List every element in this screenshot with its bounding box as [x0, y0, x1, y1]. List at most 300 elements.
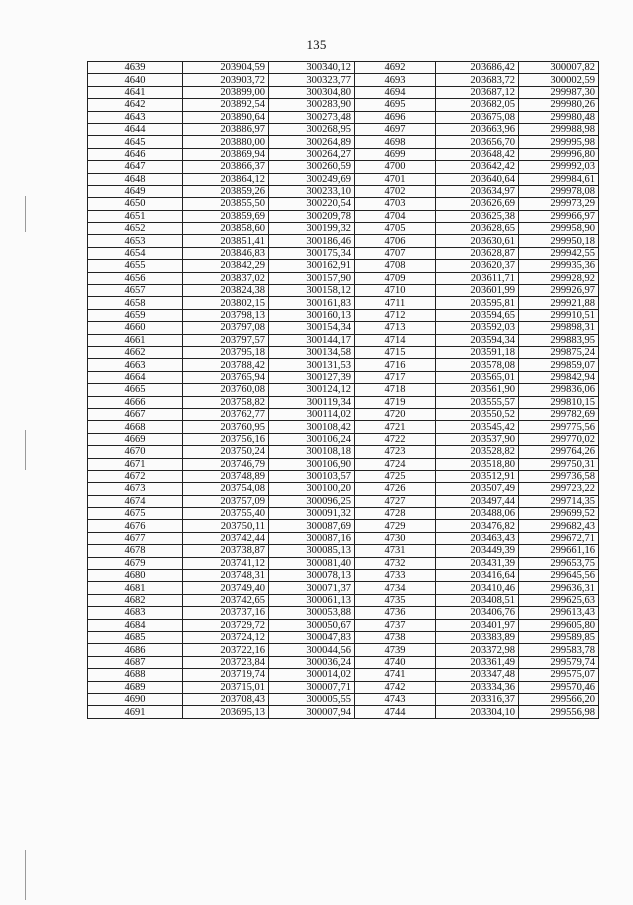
table-cell: 4685 [88, 631, 183, 643]
table-cell: 4655 [88, 260, 183, 272]
table-cell: 203620,37 [436, 260, 519, 272]
table-cell: 4726 [355, 483, 436, 495]
table-cell: 4678 [88, 545, 183, 557]
table-cell: 203859,26 [183, 185, 269, 197]
table-cell: 4679 [88, 557, 183, 569]
table-cell: 4701 [355, 173, 436, 185]
table-cell: 299992,03 [519, 161, 599, 173]
table-cell: 203842,29 [183, 260, 269, 272]
table-cell: 203591,18 [436, 346, 519, 358]
table-row [88, 508, 599, 520]
table-cell: 300162,91 [269, 260, 355, 272]
table-cell: 4723 [355, 446, 436, 458]
table-cell: 4642 [88, 99, 183, 111]
table-cell: 4743 [355, 693, 436, 705]
table-cell: 4744 [355, 706, 436, 718]
table-cell: 4653 [88, 235, 183, 247]
table-cell: 299942,55 [519, 247, 599, 259]
table-cell: 203416,64 [436, 570, 519, 582]
table-cell: 300087,16 [269, 532, 355, 544]
table-cell: 203760,08 [183, 384, 269, 396]
table-cell: 4738 [355, 631, 436, 643]
table-cell: 299699,52 [519, 508, 599, 520]
table-cell: 4677 [88, 532, 183, 544]
table-cell: 203625,38 [436, 210, 519, 222]
table-cell: 300209,78 [269, 210, 355, 222]
table-cell: 299723,22 [519, 483, 599, 495]
table-cell: 300002,59 [519, 74, 599, 86]
table-cell: 4729 [355, 520, 436, 532]
table-cell: 4656 [88, 272, 183, 284]
table-cell: 4721 [355, 421, 436, 433]
table-cell: 300264,27 [269, 148, 355, 160]
table-cell: 299859,07 [519, 359, 599, 371]
table-cell: 4676 [88, 520, 183, 532]
margin-scan-line [25, 850, 26, 900]
table-cell: 203858,60 [183, 223, 269, 235]
table-cell: 4725 [355, 470, 436, 482]
table-row [88, 656, 599, 668]
table-cell: 300103,57 [269, 470, 355, 482]
table-cell: 4651 [88, 210, 183, 222]
table-cell: 203431,39 [436, 557, 519, 569]
table-cell: 300007,71 [269, 681, 355, 693]
table-cell: 203722,16 [183, 644, 269, 656]
table-cell: 203406,76 [436, 607, 519, 619]
table-cell: 203748,31 [183, 570, 269, 582]
table-row [88, 62, 599, 74]
table-cell: 4663 [88, 359, 183, 371]
table-cell: 300119,34 [269, 396, 355, 408]
table-row [88, 458, 599, 470]
table-cell: 203754,08 [183, 483, 269, 495]
table-cell: 4703 [355, 198, 436, 210]
table-cell: 300161,83 [269, 297, 355, 309]
table-row [88, 644, 599, 656]
table-cell: 299966,97 [519, 210, 599, 222]
table-cell: 203507,49 [436, 483, 519, 495]
table-cell: 300085,13 [269, 545, 355, 557]
coordinates-table [87, 61, 599, 719]
table-row [88, 247, 599, 259]
table-cell: 300050,67 [269, 619, 355, 631]
table-cell: 299636,31 [519, 582, 599, 594]
table-cell: 203675,08 [436, 111, 519, 123]
table-cell: 4739 [355, 644, 436, 656]
table-cell: 203899,00 [183, 86, 269, 98]
table-cell: 203903,72 [183, 74, 269, 86]
table-row [88, 359, 599, 371]
table-cell: 203750,11 [183, 520, 269, 532]
table-cell: 4684 [88, 619, 183, 631]
table-cell: 4737 [355, 619, 436, 631]
table-cell: 203555,57 [436, 396, 519, 408]
table-row [88, 446, 599, 458]
table-cell: 4639 [88, 62, 183, 74]
table-cell: 4720 [355, 408, 436, 420]
table-cell: 203904,59 [183, 62, 269, 74]
table-cell: 4644 [88, 123, 183, 135]
table-cell: 300108,42 [269, 421, 355, 433]
table-cell: 300108,18 [269, 446, 355, 458]
table-cell: 203561,90 [436, 384, 519, 396]
table-cell: 299556,98 [519, 706, 599, 718]
table-cell: 299898,31 [519, 322, 599, 334]
table-row [88, 483, 599, 495]
table-cell: 4705 [355, 223, 436, 235]
table-cell: 203550,52 [436, 408, 519, 420]
table-cell: 203892,54 [183, 99, 269, 111]
table-cell: 4674 [88, 495, 183, 507]
table-cell: 4724 [355, 458, 436, 470]
table-cell: 4697 [355, 123, 436, 135]
table-cell: 203758,82 [183, 396, 269, 408]
table-cell: 203864,12 [183, 173, 269, 185]
table-cell: 4671 [88, 458, 183, 470]
table-cell: 203601,99 [436, 285, 519, 297]
table-cell: 300091,32 [269, 508, 355, 520]
table-cell: 4741 [355, 669, 436, 681]
table-cell: 300114,02 [269, 408, 355, 420]
table-cell: 299714,35 [519, 495, 599, 507]
table-row [88, 693, 599, 705]
table-cell: 4664 [88, 371, 183, 383]
table-cell: 300160,13 [269, 309, 355, 321]
table-cell: 299988,98 [519, 123, 599, 135]
table-cell: 299613,43 [519, 607, 599, 619]
table-cell: 299750,31 [519, 458, 599, 470]
table-cell: 4652 [88, 223, 183, 235]
table-row [88, 148, 599, 160]
table-cell: 4649 [88, 185, 183, 197]
table-cell: 300131,53 [269, 359, 355, 371]
table-cell: 203737,16 [183, 607, 269, 619]
table-cell: 299978,08 [519, 185, 599, 197]
table-cell: 4731 [355, 545, 436, 557]
table-cell: 300260,59 [269, 161, 355, 173]
table-cell: 300081,40 [269, 557, 355, 569]
table-cell: 4706 [355, 235, 436, 247]
table-row [88, 433, 599, 445]
table-cell: 299996,80 [519, 148, 599, 160]
table-cell: 299782,69 [519, 408, 599, 420]
table-cell: 299995,98 [519, 136, 599, 148]
table-cell: 203866,37 [183, 161, 269, 173]
table-row [88, 185, 599, 197]
table-cell: 300268,95 [269, 123, 355, 135]
table-row [88, 532, 599, 544]
table-cell: 299566,20 [519, 693, 599, 705]
table-cell: 300158,12 [269, 285, 355, 297]
table-cell: 4668 [88, 421, 183, 433]
table-cell: 300154,34 [269, 322, 355, 334]
table-cell: 4732 [355, 557, 436, 569]
table-cell: 203476,82 [436, 520, 519, 532]
table-row [88, 297, 599, 309]
coordinates-table-body [88, 62, 599, 719]
table-cell: 300264,89 [269, 136, 355, 148]
table-cell: 203594,34 [436, 334, 519, 346]
table-cell: 4657 [88, 285, 183, 297]
table-cell: 299736,58 [519, 470, 599, 482]
table-cell: 4730 [355, 532, 436, 544]
table-cell: 300340,12 [269, 62, 355, 74]
table-row [88, 260, 599, 272]
table-cell: 300036,24 [269, 656, 355, 668]
table-cell: 203708,43 [183, 693, 269, 705]
table-cell: 4659 [88, 309, 183, 321]
table-cell: 4665 [88, 384, 183, 396]
table-cell: 203528,82 [436, 446, 519, 458]
table-cell: 299570,46 [519, 681, 599, 693]
table-cell: 203687,12 [436, 86, 519, 98]
table-cell: 300007,94 [269, 706, 355, 718]
table-cell: 300175,34 [269, 247, 355, 259]
table-cell: 203757,09 [183, 495, 269, 507]
table-cell: 299672,71 [519, 532, 599, 544]
table-cell: 203512,91 [436, 470, 519, 482]
table-cell: 203578,08 [436, 359, 519, 371]
table-row [88, 272, 599, 284]
table-row [88, 706, 599, 718]
table-cell: 4690 [88, 693, 183, 705]
table-cell: 300007,82 [519, 62, 599, 74]
table-cell: 4691 [88, 706, 183, 718]
table-cell: 4675 [88, 508, 183, 520]
table-cell: 4742 [355, 681, 436, 693]
table-cell: 299589,85 [519, 631, 599, 643]
table-cell: 299625,63 [519, 594, 599, 606]
table-cell: 299842,94 [519, 371, 599, 383]
table-cell: 203788,42 [183, 359, 269, 371]
table-cell: 299958,90 [519, 223, 599, 235]
table-cell: 203750,24 [183, 446, 269, 458]
table-row [88, 545, 599, 557]
table-cell: 300220,54 [269, 198, 355, 210]
table-cell: 299605,80 [519, 619, 599, 631]
table-cell: 4709 [355, 272, 436, 284]
table-cell: 300233,10 [269, 185, 355, 197]
table-cell: 4661 [88, 334, 183, 346]
table-cell: 4650 [88, 198, 183, 210]
table-cell: 203595,81 [436, 297, 519, 309]
margin-scan-line [25, 196, 26, 232]
table-cell: 299883,95 [519, 334, 599, 346]
table-row [88, 371, 599, 383]
table-cell: 203746,79 [183, 458, 269, 470]
table-cell: 203695,13 [183, 706, 269, 718]
table-row [88, 607, 599, 619]
table-cell: 4694 [355, 86, 436, 98]
table-cell: 300323,77 [269, 74, 355, 86]
table-cell: 300106,90 [269, 458, 355, 470]
table-cell: 4740 [355, 656, 436, 668]
table-cell: 203748,89 [183, 470, 269, 482]
table-row [88, 136, 599, 148]
table-cell: 4715 [355, 346, 436, 358]
table-cell: 300087,69 [269, 520, 355, 532]
table-cell: 203797,57 [183, 334, 269, 346]
table-cell: 203648,42 [436, 148, 519, 160]
table-cell: 203890,64 [183, 111, 269, 123]
table-cell: 203742,65 [183, 594, 269, 606]
table-cell: 300100,20 [269, 483, 355, 495]
table-cell: 4687 [88, 656, 183, 668]
table-cell: 203611,71 [436, 272, 519, 284]
table-row [88, 631, 599, 643]
table-cell: 203594,65 [436, 309, 519, 321]
table-cell: 4673 [88, 483, 183, 495]
table-row [88, 520, 599, 532]
table-cell: 299836,06 [519, 384, 599, 396]
table-cell: 203408,51 [436, 594, 519, 606]
table-row [88, 198, 599, 210]
table-cell: 203626,69 [436, 198, 519, 210]
table-row [88, 681, 599, 693]
table-cell: 300047,83 [269, 631, 355, 643]
table-cell: 4698 [355, 136, 436, 148]
table-cell: 4643 [88, 111, 183, 123]
table-cell: 203755,40 [183, 508, 269, 520]
table-cell: 4719 [355, 396, 436, 408]
table-cell: 4707 [355, 247, 436, 259]
table-cell: 4722 [355, 433, 436, 445]
table-cell: 203729,72 [183, 619, 269, 631]
table-row [88, 619, 599, 631]
table-cell: 203537,90 [436, 433, 519, 445]
table-cell: 203640,64 [436, 173, 519, 185]
table-cell: 4714 [355, 334, 436, 346]
table-cell: 203824,38 [183, 285, 269, 297]
table-cell: 299984,61 [519, 173, 599, 185]
table-cell: 299579,74 [519, 656, 599, 668]
table-row [88, 86, 599, 98]
table-cell: 4662 [88, 346, 183, 358]
table-cell: 300134,58 [269, 346, 355, 358]
table-cell: 4647 [88, 161, 183, 173]
table-cell: 4695 [355, 99, 436, 111]
table-cell: 203760,95 [183, 421, 269, 433]
table-cell: 300071,37 [269, 582, 355, 594]
table-cell: 4683 [88, 607, 183, 619]
table-cell: 203334,36 [436, 681, 519, 693]
table-cell: 4712 [355, 309, 436, 321]
table-cell: 299764,26 [519, 446, 599, 458]
table-cell: 299645,56 [519, 570, 599, 582]
table-cell: 299935,36 [519, 260, 599, 272]
table-cell: 203880,00 [183, 136, 269, 148]
table-row [88, 408, 599, 420]
table-cell: 299875,24 [519, 346, 599, 358]
table-row [88, 99, 599, 111]
table-cell: 4682 [88, 594, 183, 606]
table-row [88, 334, 599, 346]
table-cell: 203383,89 [436, 631, 519, 643]
table-cell: 203304,10 [436, 706, 519, 718]
table-cell: 203497,44 [436, 495, 519, 507]
table-cell: 4710 [355, 285, 436, 297]
table-row [88, 346, 599, 358]
table-row [88, 309, 599, 321]
table-row [88, 123, 599, 135]
table-cell: 299921,88 [519, 297, 599, 309]
table-cell: 203742,44 [183, 532, 269, 544]
table-row [88, 111, 599, 123]
table-row [88, 421, 599, 433]
table-cell: 299980,26 [519, 99, 599, 111]
table-row [88, 223, 599, 235]
table-cell: 203592,03 [436, 322, 519, 334]
table-cell: 299910,51 [519, 309, 599, 321]
table-row [88, 557, 599, 569]
table-cell: 4727 [355, 495, 436, 507]
table-cell: 4700 [355, 161, 436, 173]
table-cell: 203449,39 [436, 545, 519, 557]
table-cell: 299810,15 [519, 396, 599, 408]
table-row [88, 235, 599, 247]
table-cell: 203738,87 [183, 545, 269, 557]
table-row [88, 570, 599, 582]
table-cell: 203545,42 [436, 421, 519, 433]
table-cell: 203630,61 [436, 235, 519, 247]
table-cell: 203686,42 [436, 62, 519, 74]
table-cell: 203372,98 [436, 644, 519, 656]
table-cell: 4648 [88, 173, 183, 185]
table-cell: 300249,69 [269, 173, 355, 185]
table-cell: 299973,29 [519, 198, 599, 210]
table-cell: 203683,72 [436, 74, 519, 86]
table-cell: 203628,87 [436, 247, 519, 259]
table-cell: 4711 [355, 297, 436, 309]
table-cell: 4689 [88, 681, 183, 693]
table-row [88, 396, 599, 408]
table-cell: 203488,06 [436, 508, 519, 520]
table-cell: 4718 [355, 384, 436, 396]
table-cell: 4733 [355, 570, 436, 582]
table-cell: 4696 [355, 111, 436, 123]
table-cell: 203656,70 [436, 136, 519, 148]
table-row [88, 470, 599, 482]
table-cell: 4669 [88, 433, 183, 445]
table-cell: 203463,43 [436, 532, 519, 544]
table-cell: 203642,42 [436, 161, 519, 173]
table-cell: 299987,30 [519, 86, 599, 98]
table-cell: 4660 [88, 322, 183, 334]
table-cell: 300044,56 [269, 644, 355, 656]
table-cell: 300157,90 [269, 272, 355, 284]
table-row [88, 285, 599, 297]
table-cell: 203795,18 [183, 346, 269, 358]
table-cell: 203719,74 [183, 669, 269, 681]
table-cell: 4686 [88, 644, 183, 656]
table-cell: 4670 [88, 446, 183, 458]
table-cell: 299928,92 [519, 272, 599, 284]
table-row [88, 322, 599, 334]
table-cell: 203886,97 [183, 123, 269, 135]
table-cell: 300304,80 [269, 86, 355, 98]
table-cell: 203316,37 [436, 693, 519, 705]
table-cell: 203802,15 [183, 297, 269, 309]
table-row [88, 173, 599, 185]
table-cell: 4708 [355, 260, 436, 272]
table-cell: 300144,17 [269, 334, 355, 346]
table-cell: 300124,12 [269, 384, 355, 396]
table-cell: 300273,48 [269, 111, 355, 123]
table-cell: 4702 [355, 185, 436, 197]
table-cell: 300186,46 [269, 235, 355, 247]
table-cell: 4713 [355, 322, 436, 334]
table-row [88, 74, 599, 86]
